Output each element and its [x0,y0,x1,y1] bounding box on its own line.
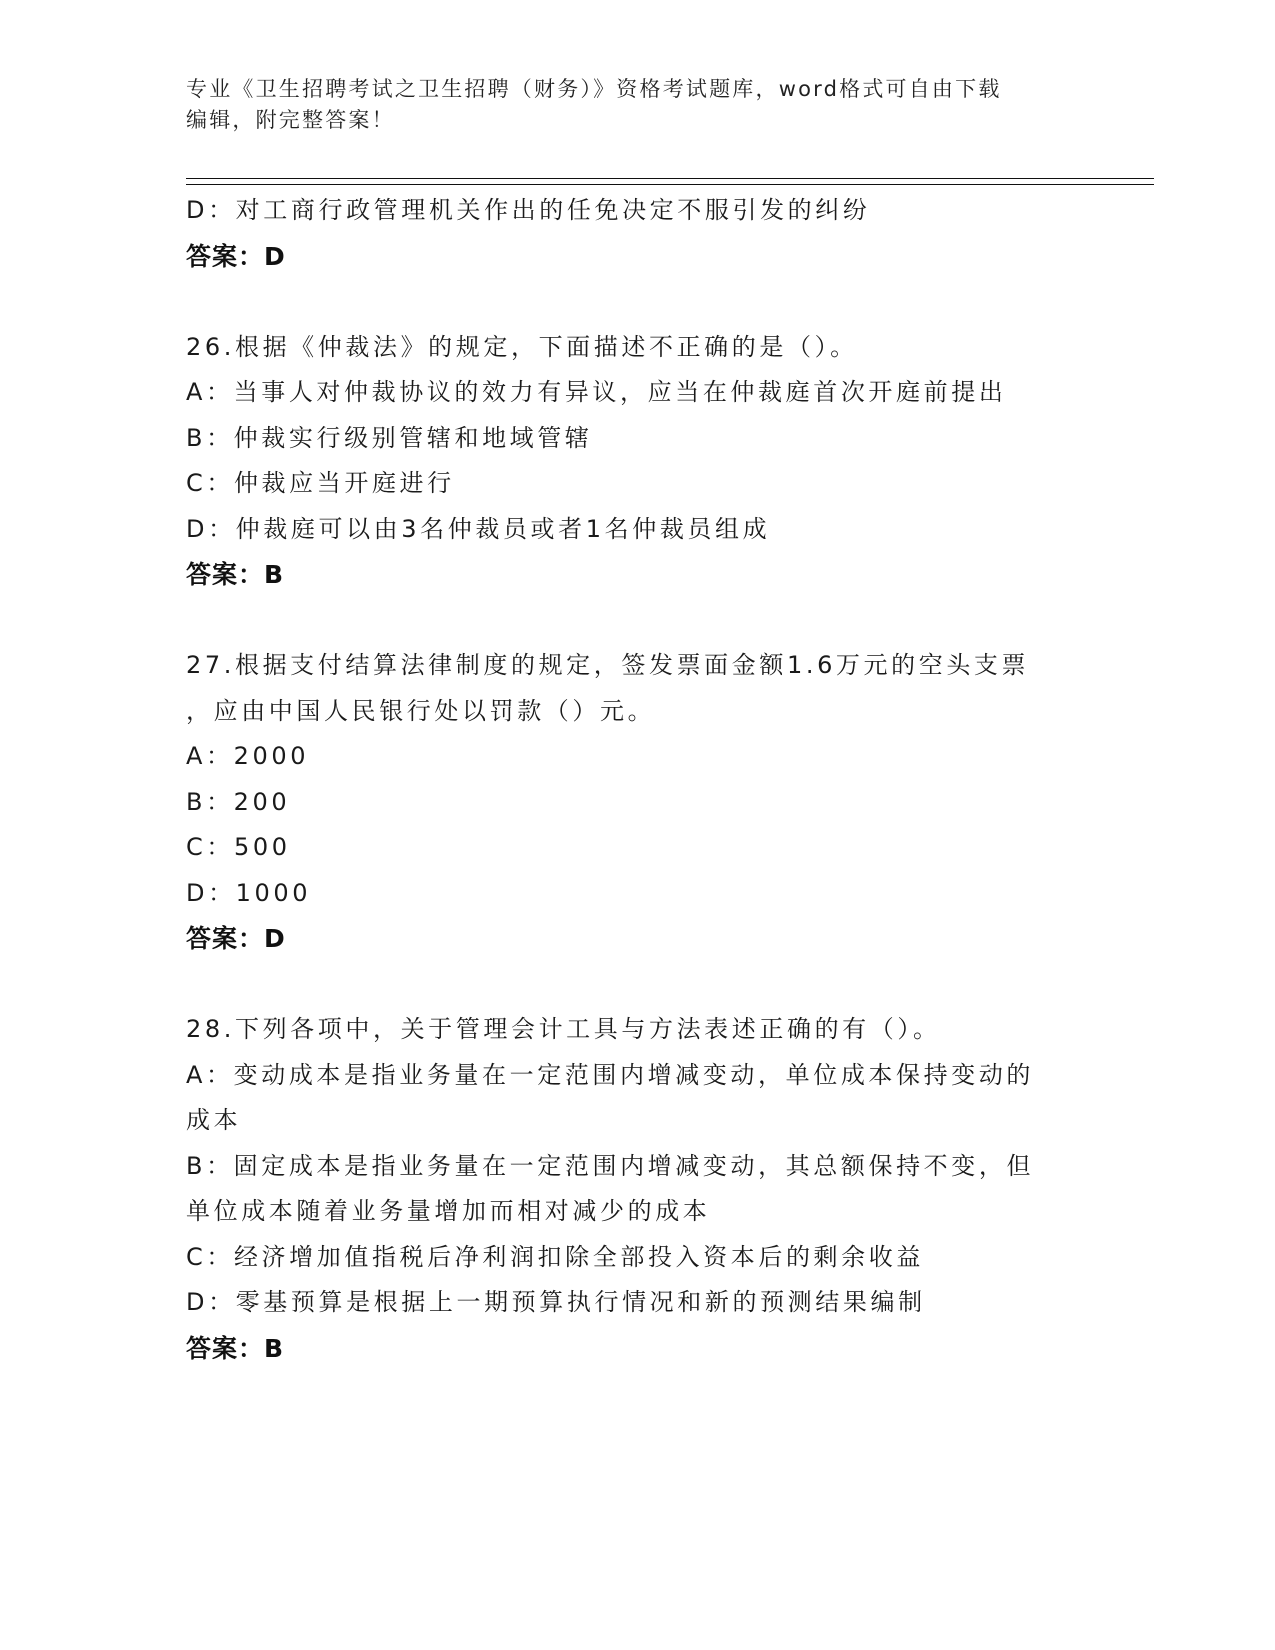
question-stem-continued: ，应由中国人民银行处以罚款（）元。 [186,696,656,725]
header-rule-thin [186,178,1154,179]
question-stem: 28.下列各项中，关于管理会计工具与方法表述正确的有（）。 [186,1015,941,1043]
option-d: D：对工商行政管理机关作出的任免决定不服引发的纠纷 [186,196,871,224]
answer-line: 答案：D [186,924,286,953]
option-d: D：1000 [186,878,312,907]
option-a: A：当事人对仲裁协议的效力有异议，应当在仲裁庭首次开庭前提出 [186,378,1007,406]
option-a: A：变动成本是指业务量在一定范围内增减变动，单位成本保持变动的 [186,1060,1035,1089]
option-c: C：仲裁应当开庭进行 [186,469,455,497]
option-b: B：固定成本是指业务量在一定范围内增减变动，其总额保持不变，但 [186,1151,1035,1180]
spacer [186,962,1086,1008]
spacer [186,279,1086,325]
question-stem: 27.根据支付结算法律制度的规定，签发票面金额1.6万元的空头支票 [186,651,1030,679]
option-a: A：2000 [186,742,310,770]
option-b: B：200 [186,787,291,816]
question-stem: 26.根据《仲裁法》的规定，下面描述不正确的是（）。 [186,332,858,361]
question-block-25-tail [186,188,1086,279]
question-block-27 [186,643,1086,962]
option-d: D：零基预算是根据上一期预算执行情况和新的预测结果编制 [186,1288,926,1316]
option-b: B：仲裁实行级别管辖和地域管辖 [186,423,593,452]
option-b-continued: 单位成本随着业务量增加而相对减少的成本 [186,1197,711,1225]
option-a-continued: 成本 [186,1106,242,1134]
header-line-1: 专业《卫生招聘考试之卫生招聘（财务）》资格考试题库，word格式可自由下载 [186,77,1002,101]
header-line-2: 编辑，附完整答案！ [186,108,395,132]
question-block-28 [186,1007,1086,1371]
question-list [186,188,1086,1371]
header-rule-thick [186,184,1154,185]
page-header [186,74,1086,136]
answer-line: 答案：B [186,560,285,589]
option-d: D：仲裁庭可以由3名仲裁员或者1名仲裁员组成 [186,514,771,543]
question-block-26 [186,325,1086,598]
answer-line: 答案：B [186,1333,285,1363]
spacer [186,598,1086,644]
option-c: C：经济增加值指税后净利润扣除全部投入资本后的剩余收益 [186,1242,924,1271]
option-c: C：500 [186,833,291,861]
answer-line: 答案：D [186,241,286,271]
